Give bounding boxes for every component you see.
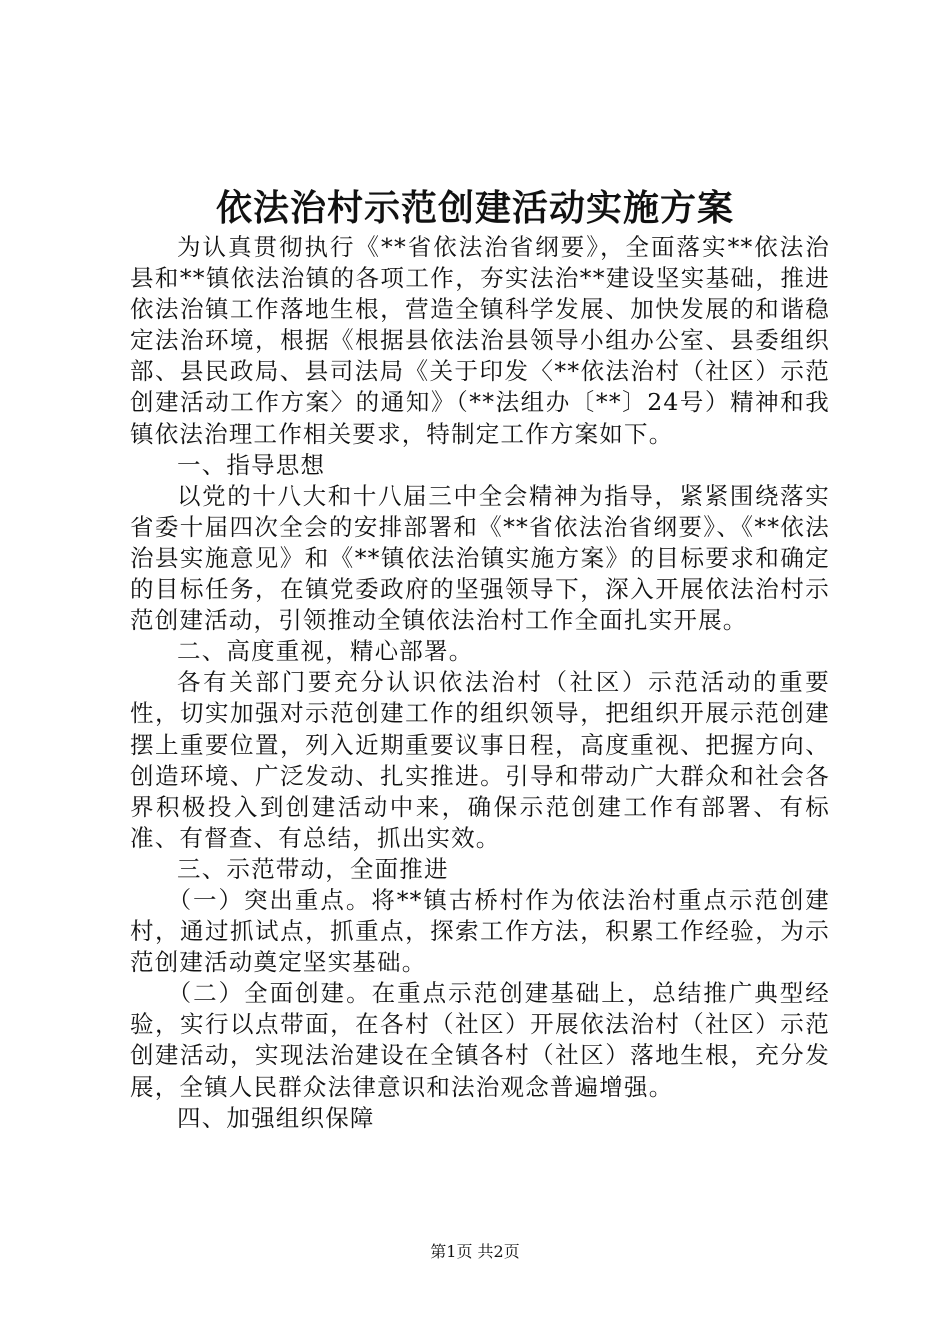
section-heading-4: 四、加强组织保障	[177, 1103, 375, 1132]
section-3-item-2: （二）全面创建。在重点示范创建基础上，总结推广典型经验，实行以点带面，在各村（社区）开展依法治村（社区）示范创建活动，实现法治建设在全镇各村（社区）落地生根，充分发展，全镇人民群众法律意识和法治观念普遍增强。	[130, 979, 830, 1101]
section-3-item-1: （一）突出重点。将**镇古桥村作为依法治村重点示范创建村，通过抓试点，抓重点，探索工作方法，积累工作经验，为示范创建活动奠定坚实基础。	[130, 885, 830, 977]
section-heading-3: 三、示范带动，全面推进	[177, 854, 449, 883]
section-heading-1: 一、指导思想	[177, 450, 326, 479]
section-heading-2: 二、高度重视，精心部署。	[177, 637, 474, 666]
document-body	[130, 232, 830, 1134]
document-title: 依法治村示范创建活动实施方案	[215, 187, 734, 229]
intro-paragraph: 为认真贯彻执行《**省依法治省纲要》，全面落实**依法治县和**镇依法治镇的各项工作，夯实法治**建设坚实基础，推进依法治镇工作落地生根，营造全镇科学发展、加快发展的和谐稳定法治环境，根据《根据县依法治县领导小组办公室、县委组织部、县民政局、县司法局《关于印发〈**依法治村（社区）示范创建活动工作方案〉的通知》（**法组办〔**〕24号）精神和我镇依法治理工作相关要求，特制定工作方案如下。	[130, 233, 830, 448]
page-number-footer: 第1页 共2页	[430, 1242, 520, 1261]
section-1-paragraph: 以党的十八大和十八届三中全会精神为指导，紧紧围绕落实省委十届四次全会的安排部署和《**省依法治省纲要》、《**依法治县实施意见》和《**镇依法治镇实施方案》的目标要求和确定的目标任务，在镇党委政府的坚强领导下，深入开展依法治村示范创建活动，引领推动全镇依法治村工作全面扎实开展。	[130, 481, 830, 635]
section-2-paragraph: 各有关部门要充分认识依法治村（社区）示范活动的重要性，切实加强对示范创建工作的组织领导，把组织开展示范创建摆上重要位置，列入近期重要议事日程，高度重视、把握方向、创造环境、广泛发动、扎实推进。引导和带动广大群众和社会各界积极投入到创建活动中来，确保示范创建工作有部署、有标准、有督查、有总结，抓出实效。	[130, 668, 830, 852]
